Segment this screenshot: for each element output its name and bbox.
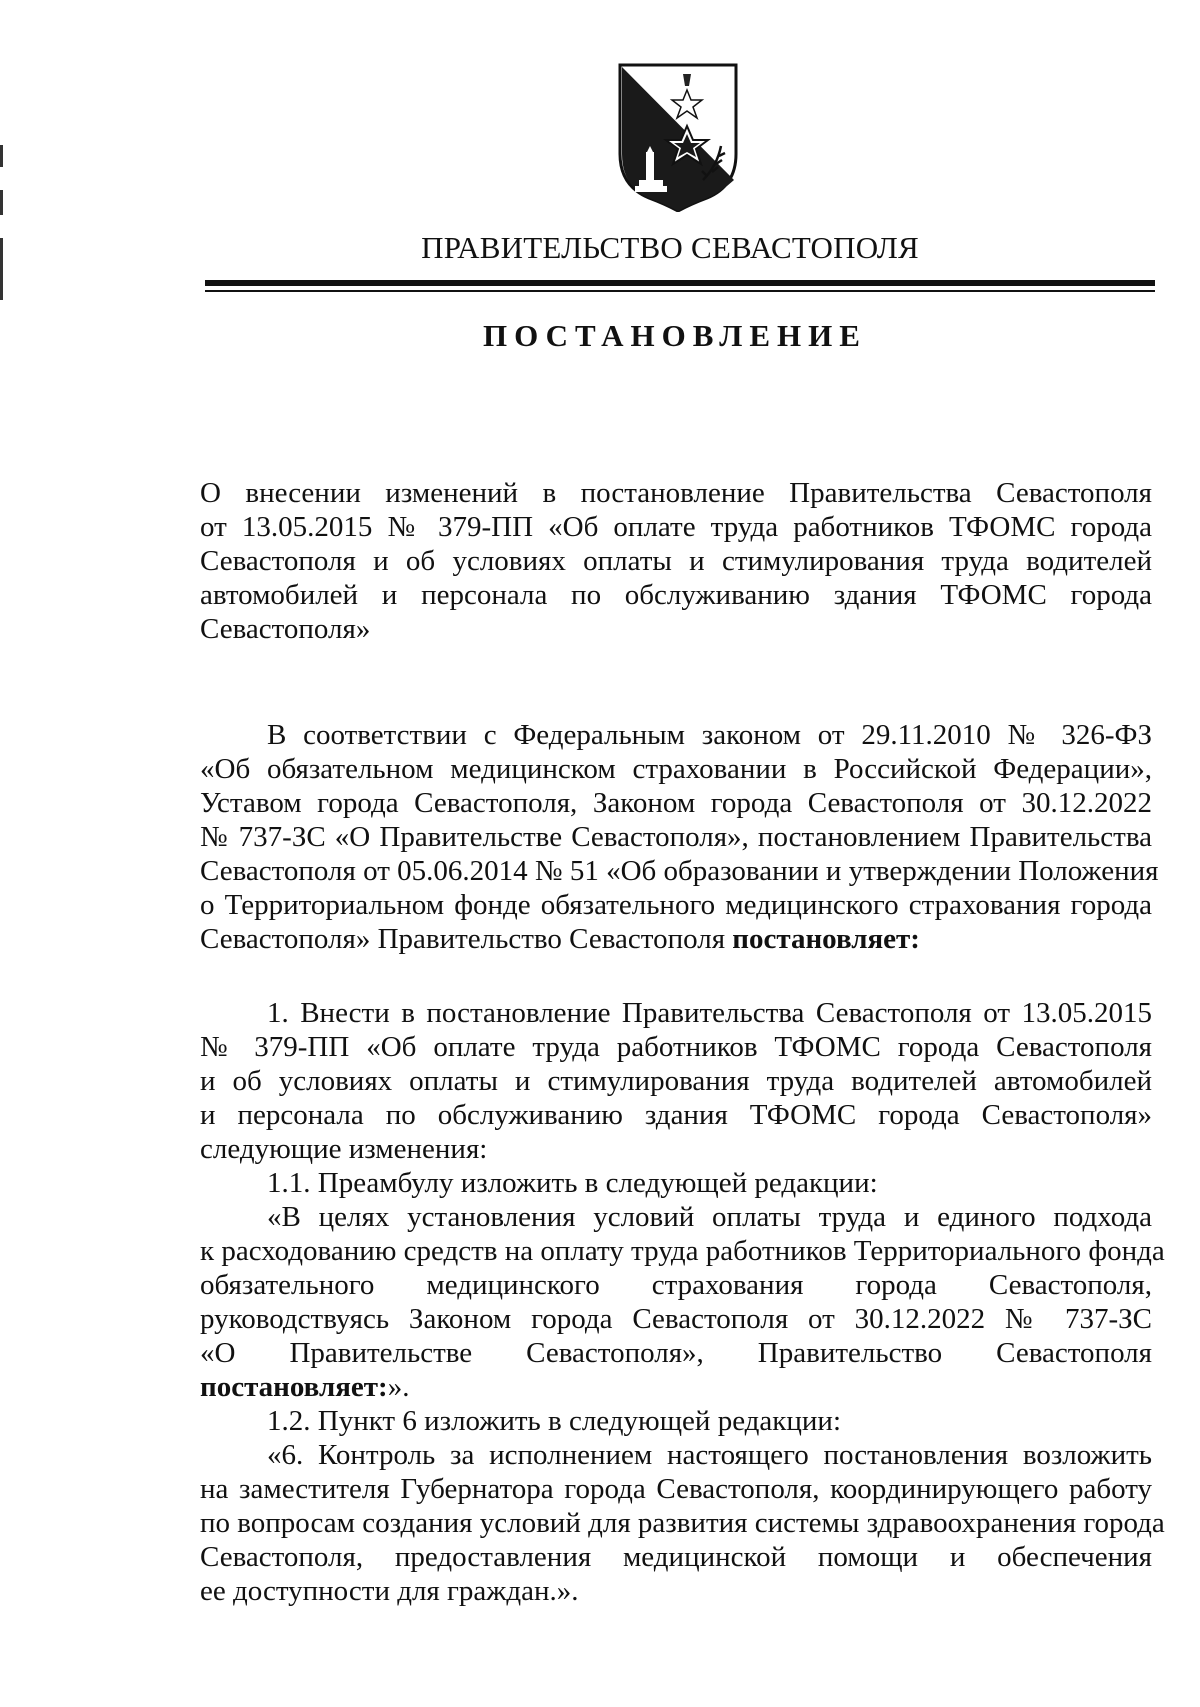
- item-1-2-quote-line: Севастополя, предоставления медицинской помощи и обеспечения: [200, 1541, 1152, 1573]
- document-type-heading: ПОСТАНОВЛЕНИЕ: [483, 318, 867, 353]
- item-1-2-quote-line: «6. Контроль за исполнением настоящего постановления возложить: [267, 1439, 1152, 1471]
- item-1-line: № 379-ПП «Об оплате труда работников ТФОМС города Севастополя: [200, 1031, 1152, 1063]
- preamble-line: о Территориальном фонде обязательного медицинского страхования города: [200, 889, 1152, 921]
- item-1-2-quote-line: на заместителя Губернатора города Севастополя, координирующего работу: [200, 1473, 1152, 1505]
- item-1-1-quote-line: руководствуясь Законом города Севастополя от 30.12.2022 № 737-ЗС: [200, 1303, 1152, 1335]
- subject-line: от 13.05.2015 № 379-ПП «Об оплате труда работников ТФОМС города: [200, 511, 1152, 543]
- subject-line: О внесении изменений в постановление Правительства Севастополя: [200, 477, 1152, 509]
- item-1-1-quote-line: обязательного медицинского страхования города Севастополя,: [200, 1269, 1152, 1301]
- preamble-last-text: Севастополя» Правительство Севастополя: [200, 923, 733, 955]
- item-1-2-quote-line: ее доступности для граждан.».: [200, 1575, 579, 1607]
- scan-edge-mark: [0, 145, 3, 167]
- preamble-line: Уставом города Севастополя, Законом города Севастополя от 30.12.2022: [200, 787, 1152, 819]
- preamble-line: В соответствии с Федеральным законом от 29.11.2010 № 326-ФЗ: [267, 719, 1152, 751]
- preamble-paragraph: [200, 718, 1159, 956]
- organization-title: ПРАВИТЕЛЬСТВО СЕВАСТОПОЛЯ: [421, 230, 919, 265]
- item-1-line: 1. Внести в постановление Правительства Севастополя от 13.05.2015: [267, 997, 1152, 1029]
- item-1-2-quote-line: по вопросам создания условий для развития системы здравоохранения города: [200, 1507, 1165, 1539]
- subject-line: Севастополя»: [200, 613, 371, 645]
- resolves-keyword: постановляет:: [200, 1371, 388, 1403]
- item-1-line: и об условиях оплаты и стимулирования труда водителей автомобилей: [200, 1065, 1152, 1097]
- item-1-1-heading: 1.1. Преамбулу изложить в следующей редакции:: [267, 1167, 878, 1199]
- scan-edge-mark: [0, 190, 3, 215]
- subject-line: автомобилей и персонала по обслуживанию здания ТФОМС города: [200, 579, 1152, 611]
- sevastopol-coat-of-arms-emblem: [617, 62, 739, 212]
- item-1-line: следующие изменения:: [200, 1133, 488, 1165]
- preamble-line: [200, 922, 1152, 956]
- header-rule-thin: [205, 290, 1155, 292]
- item-1-1-quote-last-line: [200, 1370, 1152, 1404]
- item-1-1-quote-line: «О Правительстве Севастополя», Правительство Севастополя: [200, 1337, 1152, 1369]
- preamble-line: Севастополя от 05.06.2014 № 51 «Об образовании и утверждении Положения: [200, 855, 1159, 887]
- item-1-1-quote-line: к расходованию средств на оплату труда работников Территориального фонда: [200, 1235, 1165, 1267]
- resolves-keyword: постановляет:: [732, 923, 920, 955]
- header-rule-thick: [205, 280, 1155, 286]
- preamble-line: № 737-ЗС «О Правительстве Севастополя», постановлением Правительства: [200, 821, 1152, 853]
- item-1-2-heading: 1.2. Пункт 6 изложить в следующей редакции:: [267, 1405, 842, 1437]
- item-1-line: и персонала по обслуживанию здания ТФОМС города Севастополя»: [200, 1099, 1152, 1131]
- item-1-paragraph: [200, 996, 1165, 1608]
- document-subject: [200, 476, 1152, 646]
- subject-line: Севастополя и об условиях оплаты и стимулирования труда водителей: [200, 545, 1152, 577]
- quote-closing: ».: [387, 1371, 410, 1403]
- item-1-1-quote-line: «В целях установления условий оплаты труда и единого подхода: [267, 1201, 1152, 1233]
- preamble-line: «Об обязательном медицинском страховании в Российской Федерации»,: [200, 753, 1152, 785]
